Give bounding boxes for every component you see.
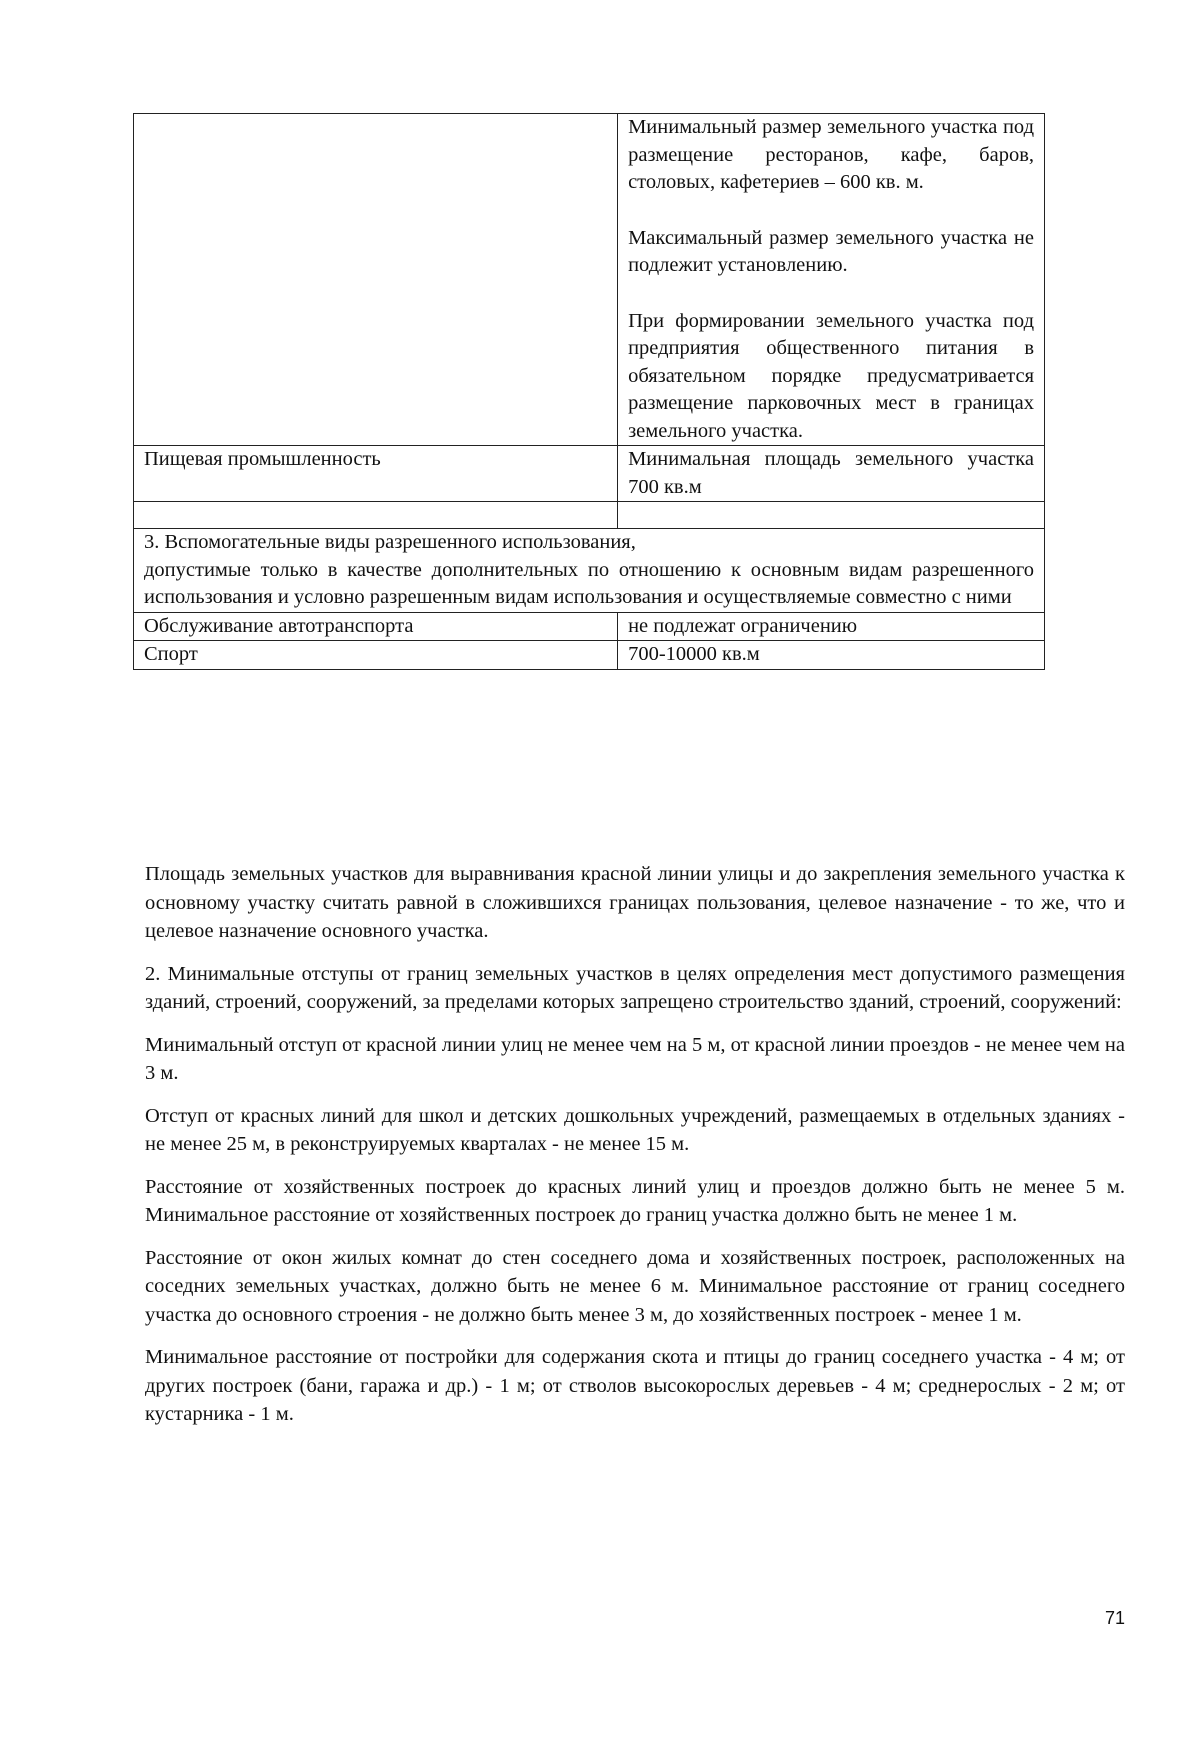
table-cell: Минимальная площадь земельного участка 700 кв.м bbox=[618, 446, 1045, 502]
table-row bbox=[134, 641, 1045, 670]
table-cell: Спорт bbox=[134, 641, 618, 670]
table-cell bbox=[618, 114, 1045, 446]
table-cell: Пищевая промышленность bbox=[134, 446, 618, 502]
body-text bbox=[145, 860, 1125, 1443]
paragraph: 2. Минимальные отступы от границ земельных участков в целях определения мест допустимого размещения зданий, строений, сооружений, за пределами которых запрещено строительство зданий, строений, сооружений: bbox=[145, 962, 1125, 1013]
paragraph: Отступ от красных линий для школ и детских дошкольных учреждений, размещаемых в отдельных зданиях - не менее 25 м, в реконструируемых кварталах - не менее 15 м. bbox=[145, 1104, 1125, 1155]
paragraph: Расстояние от хозяйственных построек до красных линий улиц и проездов должно быть не менее 5 м. Минимальное расстояние от хозяйственных построек до границ участка должно быть не менее 1 м. bbox=[145, 1175, 1125, 1226]
paragraph: Площадь земельных участков для выравнивания красной линии улицы и до закрепления земельного участка к основному участку считать равной в сложившихся границах пользования, целевое назначение - то же, что и целевое назначение основного участка. bbox=[145, 863, 1125, 942]
table-cell: не подлежат ограничению bbox=[618, 612, 1045, 641]
table-cell: Обслуживание автотранспорта bbox=[134, 612, 618, 641]
paragraph: Расстояние от окон жилых комнат до стен соседнего дома и хозяйственных построек, расположенных на соседних земельных участках, должно быть не менее 6 м. Минимальное расстояние от границ соседнего участка до основного строения - не должно быть менее 3 м, до хозяйственных построек - менее 1 м. bbox=[145, 1246, 1125, 1326]
section-heading-cell bbox=[134, 529, 1045, 613]
land-use-table bbox=[133, 113, 1045, 670]
table-cell: 700-10000 кв.м bbox=[618, 641, 1045, 670]
cell-paragraph: Максимальный размер земельного участка не подлежит установлению. bbox=[628, 226, 1034, 276]
section-heading-title: 3. Вспомогательные виды разрешенного использования, bbox=[144, 531, 636, 553]
table-row-section-heading bbox=[134, 529, 1045, 613]
paragraph: Минимальное расстояние от постройки для содержания скота и птицы до границ соседнего участка - 4 м; от других построек (бани, гаража и др.) - 1 м; от стволов высокорослых деревьев - 4 м; среднерослых - 2 м; от кустарника - 1 м. bbox=[145, 1346, 1125, 1425]
table-cell-empty bbox=[134, 502, 618, 529]
table-cell-empty bbox=[618, 502, 1045, 529]
table-row bbox=[134, 114, 1045, 446]
table-row bbox=[134, 612, 1045, 641]
table-row bbox=[134, 446, 1045, 502]
cell-paragraph: Минимальный размер земельного участка под размещение ресторанов, кафе, баров, столовых, кафетериев – 600 кв. м. bbox=[628, 116, 1034, 193]
section-heading-text: допустимые только в качестве дополнительных по отношению к основным видам разрешенного использования и условно разрешенным видам использования и осуществляемые совместно с ними bbox=[144, 558, 1034, 608]
table-row-empty bbox=[134, 502, 1045, 529]
paragraph: Минимальный отступ от красной линии улиц не менее чем на 5 м, от красной линии проездов - не менее чем на 3 м. bbox=[145, 1033, 1125, 1084]
table-cell-empty bbox=[134, 114, 618, 446]
cell-paragraph: При формировании земельного участка под предприятия общественного питания в обязательном порядке предусматривается размещение парковочных мест в границах земельного участка. bbox=[628, 309, 1034, 442]
page-number: 71 bbox=[1104, 1608, 1125, 1628]
